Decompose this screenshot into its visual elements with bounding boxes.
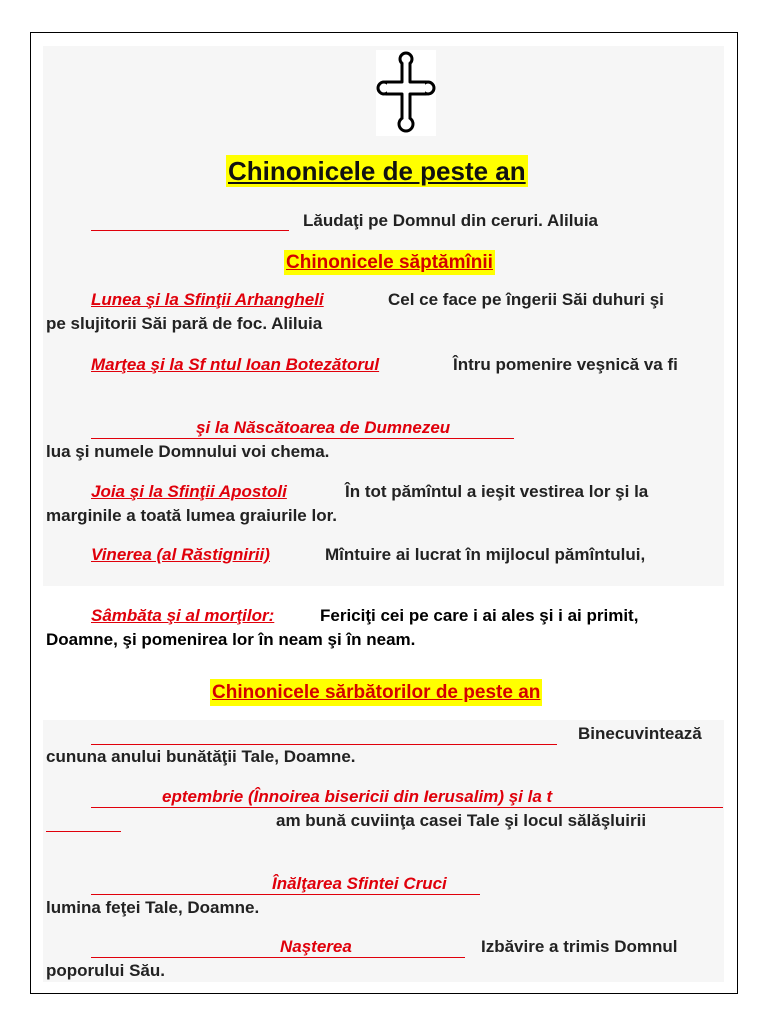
- wednesday-text2: lua şi numele Domnului voi chema.: [46, 442, 330, 461]
- monday-text2: pe slujitorii Săi pară de foc. Aliluia: [46, 314, 323, 333]
- friday-text1: Mîntuire ai lucrat în mijlocul pămîntului,: [325, 545, 646, 564]
- feast2-text1: am bună cuviinţa casei Tale şi locul sălăşluirii: [276, 811, 647, 830]
- feast3-text2: lumina feţei Tale, Doamne.: [46, 898, 260, 917]
- feast1-text2: cununa anului bunătăţii Tale, Doamne.: [46, 747, 356, 766]
- feast3-label: Înălţarea Sfintei Cruci: [272, 874, 447, 893]
- tuesday-label: Marţea şi la Sf ntul Ioan Botezătorul: [91, 355, 380, 374]
- friday-label: Vinerea (al Răstignirii): [91, 545, 270, 564]
- cross-icon: [376, 50, 436, 136]
- feast1-text1: Binecuvintează: [578, 724, 702, 743]
- thursday-label: Joia şi la Sfinţii Apostoli: [91, 482, 287, 501]
- thursday-text2: marginile a toată lumea graiurile lor.: [46, 506, 337, 525]
- blank-line: [46, 831, 121, 832]
- feast2-label: eptembrie (Înnoirea bisericii din Ierusalim) şi la t: [162, 787, 553, 806]
- blank-line: [91, 744, 557, 745]
- page-title: Chinonicele de peste an: [228, 156, 526, 186]
- blank-line: [91, 957, 465, 958]
- feast4-text2: poporului Său.: [46, 961, 165, 980]
- saturday-text2: Doamne, şi pomenirea lor în neam şi în neam.: [46, 630, 416, 649]
- intro-text: Lăudaţi pe Domnul din ceruri. Aliluia: [303, 211, 599, 230]
- section-heading-week: Chinonicele săptămînii: [286, 252, 493, 273]
- section-heading-feasts: Chinonicele sărbătorilor de peste an: [210, 679, 542, 706]
- monday-text1: Cel ce face pe îngerii Săi duhuri şi: [388, 290, 664, 309]
- blank-line: [91, 230, 289, 231]
- monday-label: Lunea şi la Sfinţii Arhangheli: [91, 290, 324, 309]
- wednesday-label: şi la Născătoarea de Dumnezeu: [196, 418, 451, 437]
- feast4-text1: Izbăvire a trimis Domnul: [481, 937, 678, 956]
- saturday-label: Sâmbăta şi al morţilor:: [91, 606, 275, 625]
- thursday-text1: În tot pămîntul a ieşit vestirea lor şi la: [345, 482, 649, 501]
- tuesday-text1: Întru pomenire veşnică va fi: [453, 355, 678, 374]
- feast4-label: Naşterea: [280, 937, 352, 956]
- saturday-text1: Fericiţi cei pe care i ai ales şi i ai primit,: [320, 606, 639, 625]
